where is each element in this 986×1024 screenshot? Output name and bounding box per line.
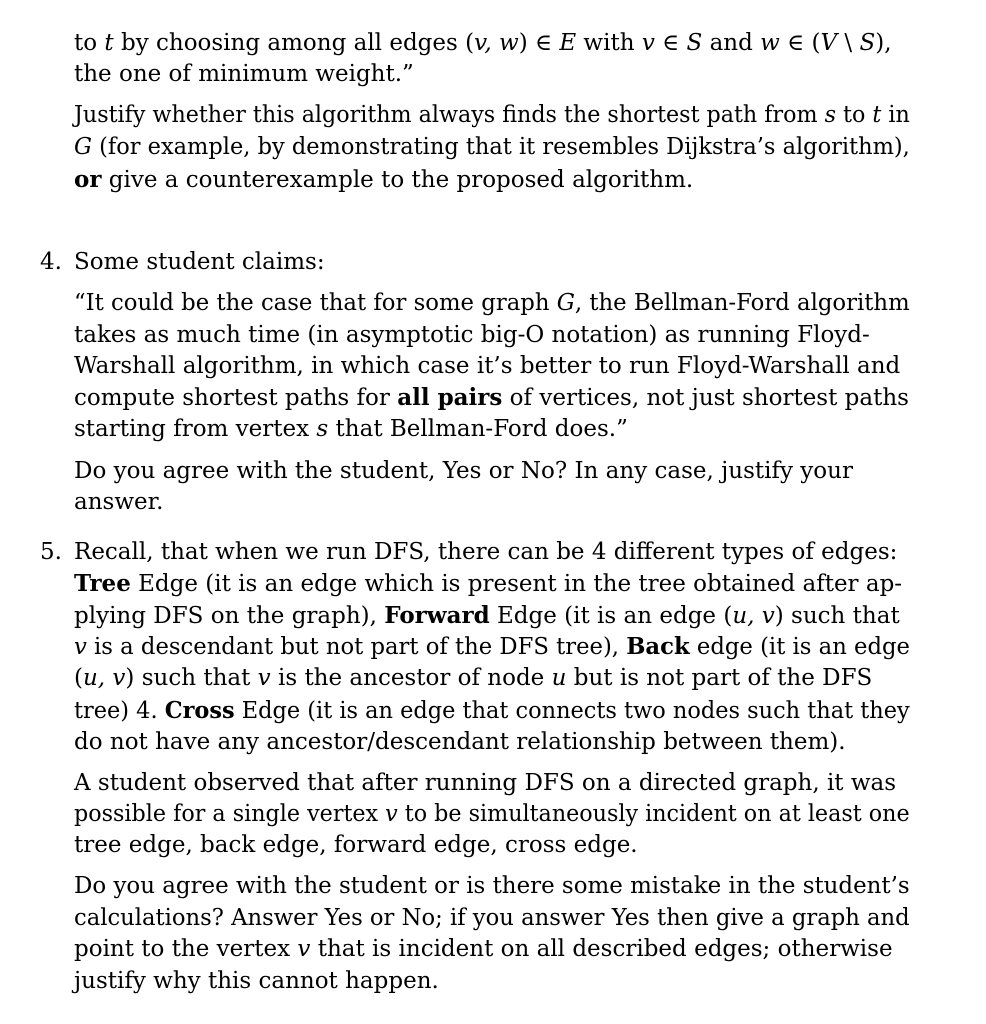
p5-line-4: v is a descendant but not part of the DFS tree), Back edge (it is an edge [74, 633, 910, 660]
p5-line-7: do not have any ancestor/descendant relationship between them). [74, 729, 846, 755]
p4-claim-line-5: starting from vertex s that Bellman-Ford does.” [74, 416, 628, 442]
p5-observation-line-3: tree edge, back edge, forward edge, cross edge. [74, 832, 638, 858]
p4-question-line-2: answer. [74, 489, 164, 515]
p5-line-1: Recall, that when we run DFS, there can be 4 different types of edges: [74, 539, 898, 565]
p5-line-6: tree) 4. Cross Edge (it is an edge that connects two nodes such that they [74, 697, 910, 724]
p5-line-3: plying DFS on the graph), Forward Edge (it is an edge (u, v) such that [74, 602, 900, 629]
p4-claim-line-2: takes as much time (in asymptotic big-O notation) as running Floyd- [74, 322, 870, 348]
p4-claim-line-3: Warshall algorithm, in which case it’s better to run Floyd-Warshall and [74, 353, 901, 379]
p5-question-line-3: point to the vertex v that is incident on all described edges; otherwise [74, 936, 893, 962]
p4-claim-line-4: compute shortest paths for all pairs of vertices, not just shortest paths [74, 384, 909, 411]
p5-line-5: (u, v) such that v is the ancestor of node u but is not part of the DFS [74, 665, 873, 691]
p5-question-line-4: justify why this cannot happen. [74, 968, 439, 994]
problem-4-number: 4. [40, 249, 62, 275]
p4-claim-line-1: “It could be the case that for some graph G, the Bellman-Ford algorithm [74, 290, 910, 316]
p3-justify-line-2: G (for example, by demonstrating that it resembles Dijkstra’s algorithm), [74, 134, 910, 160]
problem-5-number: 5. [40, 539, 62, 565]
p3-line-1: to t by choosing among all edges (v, w) ∈ E with v ∈ S and w ∈ (V \ S), [74, 30, 892, 56]
p4-intro: Some student claims: [74, 249, 325, 275]
p5-line-2: Tree Edge (it is an edge which is present in the tree obtained after ap- [74, 570, 903, 597]
p5-observation-line-1: A student observed that after running DFS on a directed graph, it was [74, 770, 897, 796]
p3-line-2: the one of minimum weight.” [74, 61, 414, 87]
p5-question-line-1: Do you agree with the student or is there some mistake in the student’s [74, 873, 910, 899]
p5-observation-line-2: possible for a single vertex v to be simultaneously incident on at least one [74, 801, 910, 827]
p3-justify-line-1: Justify whether this algorithm always finds the shortest path from s to t in [74, 102, 910, 128]
p5-question-line-2: calculations? Answer Yes or No; if you answer Yes then give a graph and [74, 905, 910, 931]
p4-question-line-1: Do you agree with the student, Yes or No? In any case, justify your [74, 458, 853, 484]
p3-justify-line-3: or give a counterexample to the proposed algorithm. [74, 166, 694, 193]
